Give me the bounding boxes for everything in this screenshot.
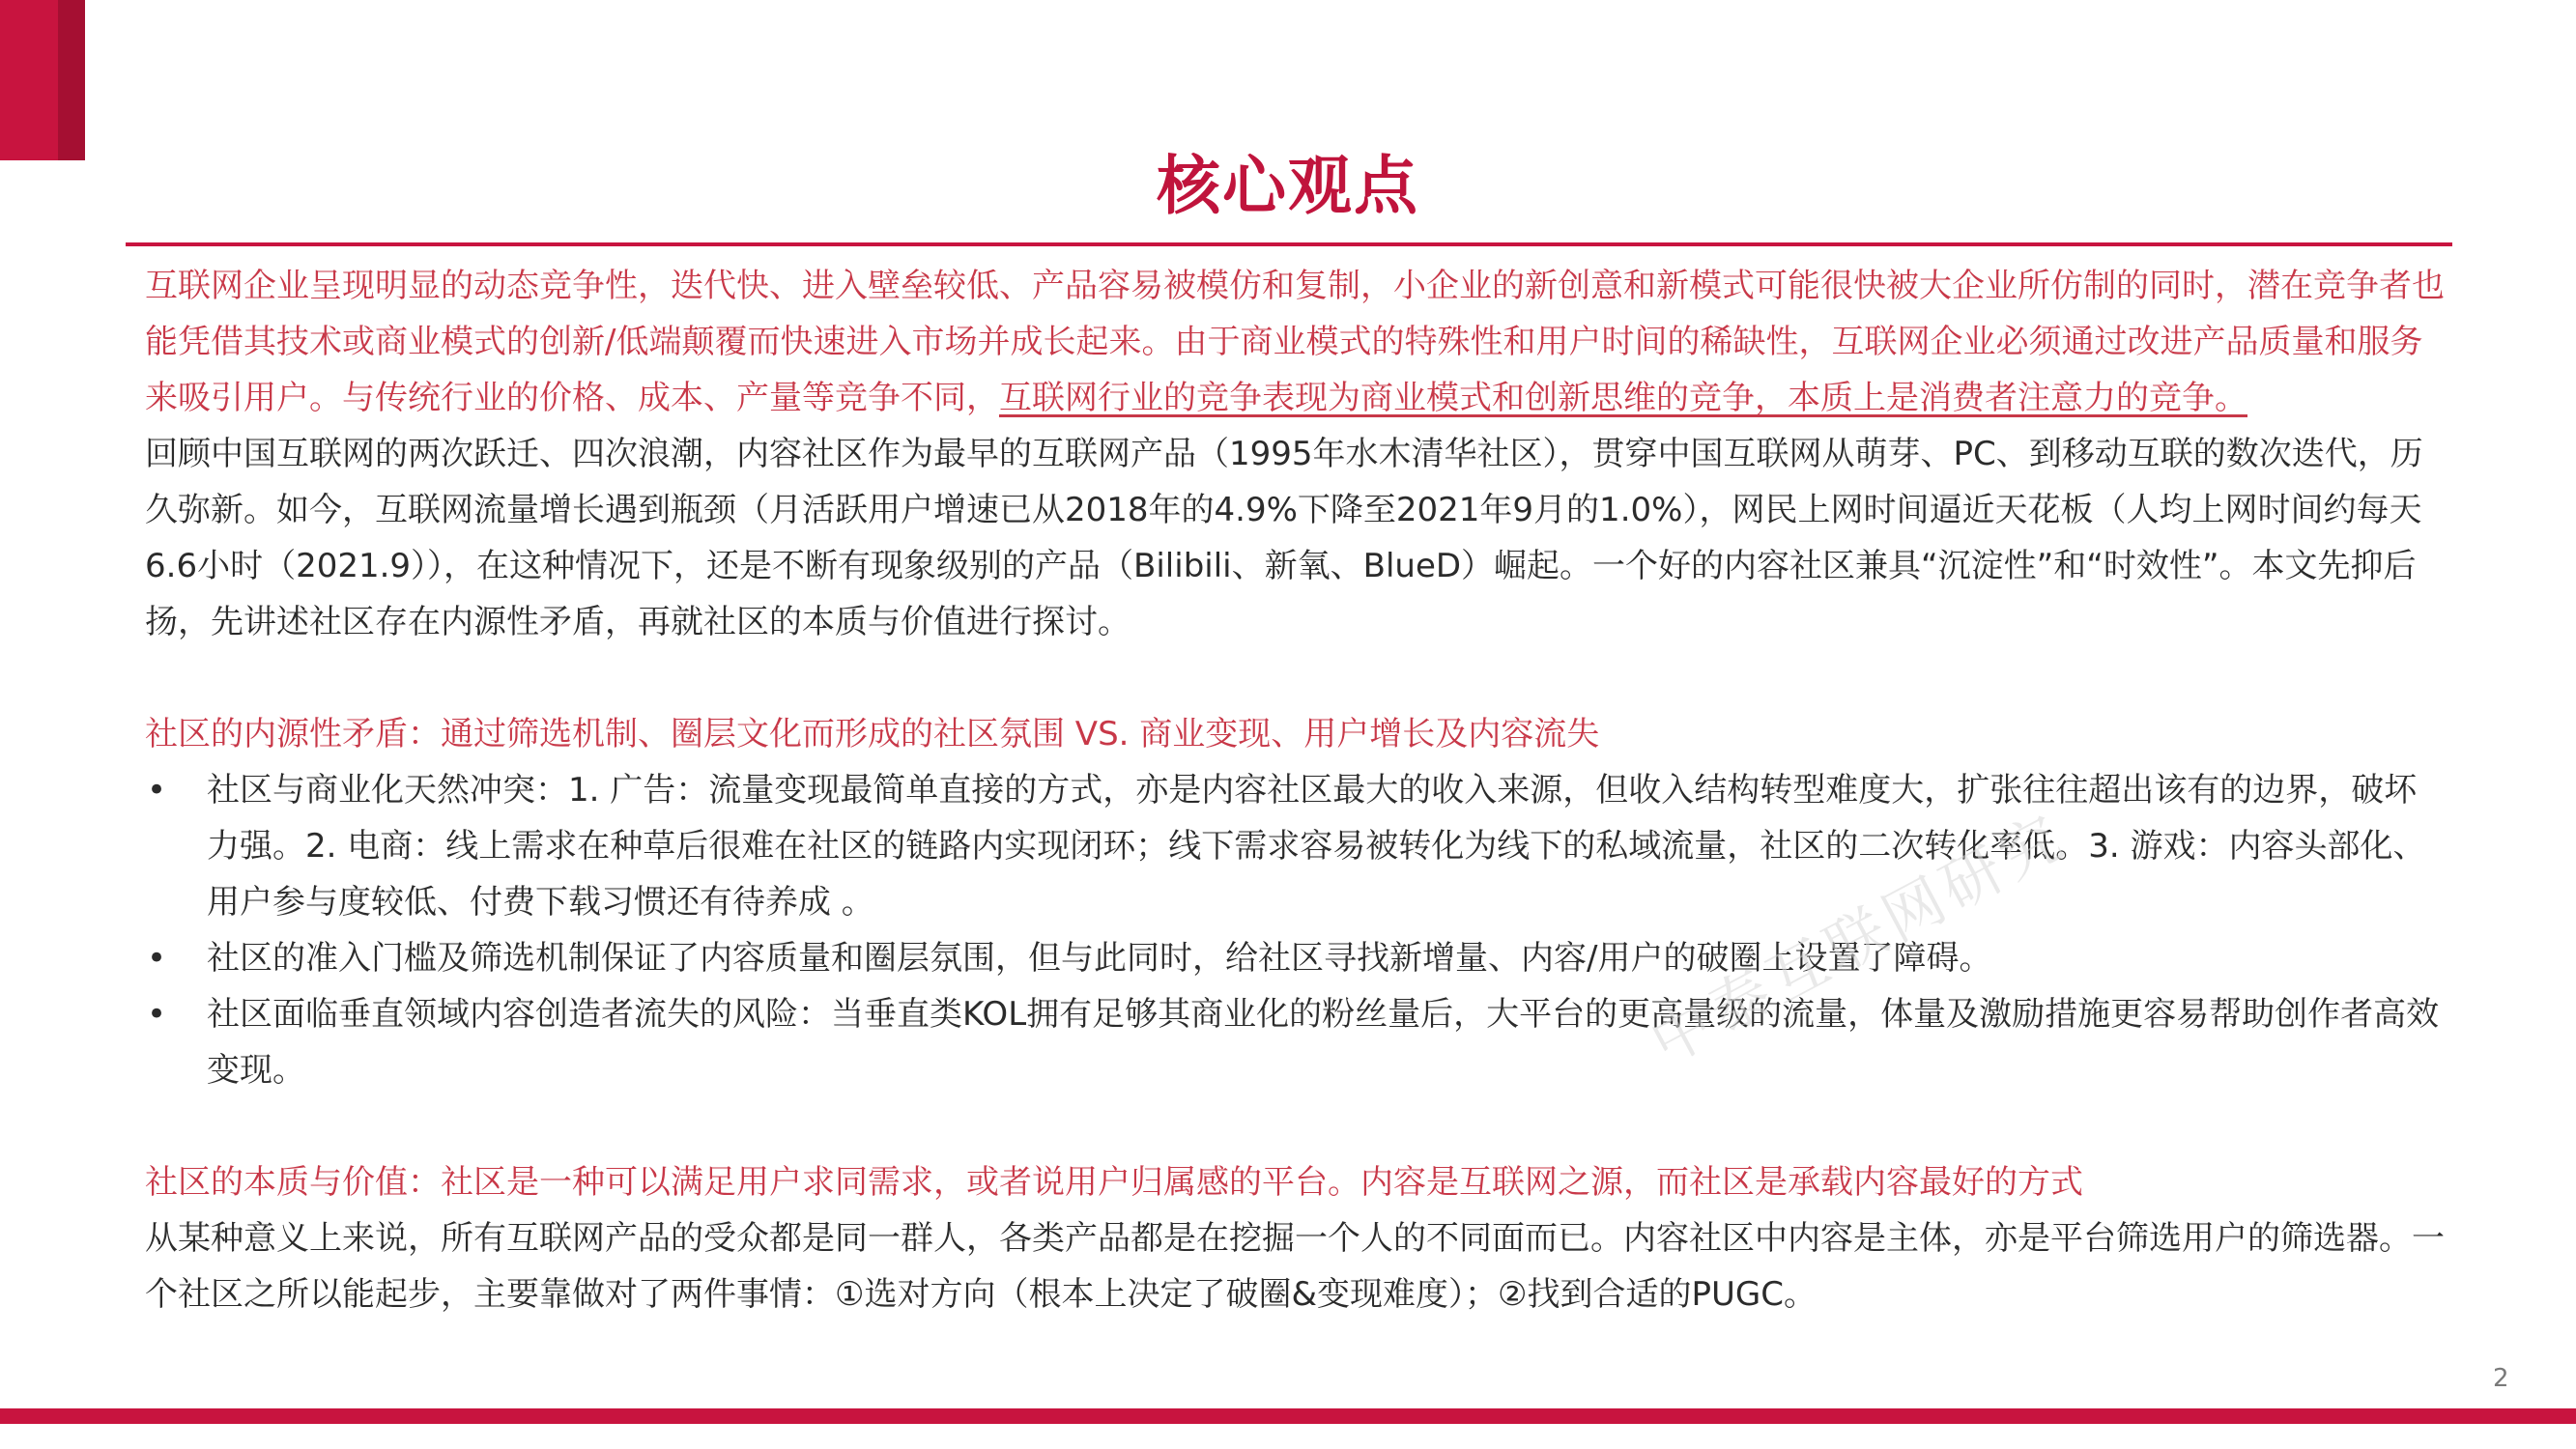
bullet-icon: •: [147, 939, 167, 978]
spacer: [145, 1098, 2445, 1154]
list-item: [145, 930, 2445, 986]
intro-underlined-text: 互联网行业的竞争表现为商业模式和创新思维的竞争，本质上是消费者注意力的竞争。: [999, 379, 2247, 417]
bullet-icon: •: [147, 995, 167, 1034]
corner-accent-block: [0, 0, 58, 160]
list-item-text: 社区的准入门槛及筛选机制保证了内容质量和圈层氛围，但与此同时，给社区寻找新增量、内容/用户的破圈上设置了障碍。: [207, 939, 1992, 978]
section2-body: 从某种意义上来说，所有互联网产品的受众都是同一群人，各类产品都是在挖掘一个人的不同面而已。内容社区中内容是主体，亦是平台筛选用户的筛选器。一个社区之所以能起步，主要靠做对了两件事情：①选对方向（根本上决定了破圈&变现难度）；②找到合适的PUGC。: [145, 1219, 2445, 1314]
intro-text: 互联网企业呈现明显的动态竞争性，迭代快、进入壁垒较低、产品容易被模仿和复制，小企业的新创意和新模式可能很快被大企业所仿制的同时，潜在竞争者也能凭借其技术或商业模式的创新/低端颠覆而快速进入市场并成长起来。由于商业模式的特殊性和用户时间的稀缺性，互联网企业必须通过改进产品质量和服务来吸引用户。与传统行业的价格、成本、产量等竞争不同，: [145, 267, 2445, 417]
section1-bullet-list: [145, 762, 2445, 1098]
spacer: [145, 650, 2445, 706]
bullet-icon: •: [147, 771, 167, 810]
watermark: 中泰互联网研究: [1639, 800, 2078, 1078]
list-item: [145, 762, 2445, 930]
main-content: [145, 258, 2445, 1322]
list-item: [145, 986, 2445, 1098]
footer-bar: [0, 1408, 2576, 1424]
list-item-text: 社区与商业化天然冲突：1. 广告：流量变现最简单直接的方式，亦是内容社区最大的收入来源，但收入结构转型难度大，扩张往往超出该有的边界，破坏力强。2. 电商：线上需求在种草后很难在社区的链路内实现闭环；线下需求容易被转化为线下的私域流量，社区的二次转化率低。3. 游戏：内容头部化、用户参与度较低、付费下载习惯还有待养成 。: [207, 771, 2426, 922]
corner-accent-block-dark: [58, 0, 85, 160]
list-item-text: 社区面临垂直领域内容创造者流失的风险：当垂直类KOL拥有足够其商业化的粉丝量后，大平台的更高量级的流量，体量及激励措施更容易帮助创作者高效变现。: [207, 995, 2440, 1090]
page-title: 核心观点: [1157, 148, 1419, 223]
review-paragraph: 回顾中国互联网的两次跃迁、四次浪潮，内容社区作为最早的互联网产品（1995年水木清华社区），贯穿中国互联网从萌芽、PC、到移动互联的数次迭代，历久弥新。如今，互联网流量增长遇到瓶颈（月活跃用户增速已从2018年的4.9%下降至2021年9月的1.0%），网民上网时间逼近天花板（人均上网时间约每天6.6小时（2021.9）），在这种情况下，还是不断有现象级别的产品（Bilibili、新氧、BlueD）崛起。一个好的内容社区兼具“沉淀性”和“时效性”。本文先抑后扬，先讲述社区存在内源性矛盾，再就社区的本质与价值进行探讨。: [145, 435, 2423, 641]
intro-paragraph: [145, 258, 2445, 426]
page-number: 2: [2493, 1364, 2509, 1393]
section1-heading: 社区的内源性矛盾：通过筛选机制、圈层文化而形成的社区氛围 VS. 商业变现、用户增长及内容流失: [145, 715, 1600, 753]
section2-heading: 社区的本质与价值：社区是一种可以满足用户求同需求，或者说用户归属感的平台。内容是互联网之源，而社区是承载内容最好的方式: [145, 1163, 2083, 1202]
title-divider: [126, 242, 2452, 246]
